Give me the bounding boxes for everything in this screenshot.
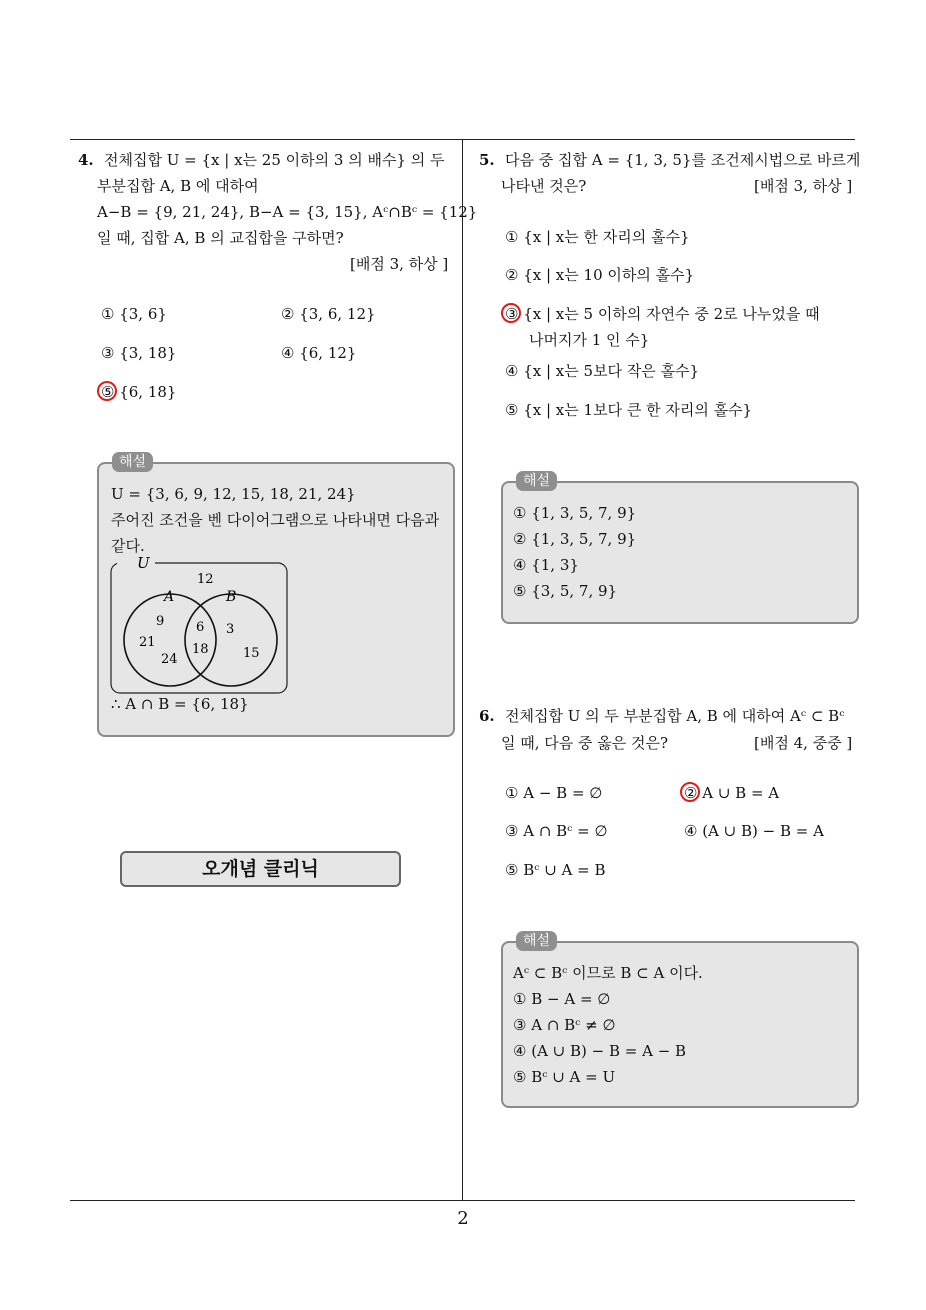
q6-solution-line-2: ① B − A = ∅ [513, 990, 611, 1008]
q6-solution-line-5: ⑤ Bᶜ ∪ A = U [513, 1068, 616, 1086]
question-4-line-3: A−B = {9, 21, 24}, B−A = {3, 15}, Aᶜ∩Bᶜ = {12} [97, 203, 478, 221]
venn-b-only-3: 3 [226, 622, 235, 637]
venn-set-a-circle [124, 594, 216, 686]
q6-option-3[interactable]: ③ A ∩ Bᶜ = ∅ [505, 822, 608, 840]
question-6-number: 6. [479, 707, 495, 725]
venn-a-only-21: 21 [139, 635, 156, 650]
question-4-line-4: 일 때, 집합 A, B 의 교집합을 구하면? [97, 229, 344, 247]
q6-option-4[interactable]: ④ (A ∪ B) − B = A [684, 822, 824, 840]
q4-solution-tag: 해설 [112, 452, 153, 472]
q5-solution-tag: 해설 [516, 471, 557, 491]
q5-solution-line-2: ② {1, 3, 5, 7, 9} [513, 530, 637, 548]
question-5-score: [배점 3, 하상 ] [754, 177, 853, 195]
question-5-number: 5. [479, 151, 495, 169]
question-4-line-2: 부분집합 A, B 에 대하여 [97, 177, 259, 195]
venn-a-only-24: 24 [161, 652, 178, 667]
misconception-clinic-button[interactable]: 오개념 클리닉 [120, 851, 401, 887]
q4-solution-line-3: 같다. [111, 537, 145, 555]
q4-answer-mark [97, 381, 117, 401]
q5-option-5[interactable]: ⑤ {x | x는 1보다 큰 한 자리의 홀수} [505, 401, 753, 419]
q5-answer-mark [501, 303, 521, 323]
q5-option-3[interactable]: ③ {x | x는 5 이하의 자연수 중 2로 나누었을 때 [505, 305, 820, 323]
q5-option-1[interactable]: ① {x | x는 한 자리의 홀수} [505, 228, 690, 246]
q5-solution-line-4: ⑤ {3, 5, 7, 9} [513, 582, 618, 600]
question-6-line-1: 전체집합 U 의 두 부분집합 A, B 에 대하여 Aᶜ ⊂ Bᶜ [505, 707, 845, 725]
question-6-score: [배점 4, 중중 ] [754, 734, 853, 752]
q6-option-2[interactable]: ② A ∪ B = A [684, 784, 780, 802]
venn-set-a-label: A [164, 589, 175, 605]
question-4-number: 4. [78, 151, 94, 169]
question-4-score: [배점 3, 하상 ] [350, 255, 449, 273]
q5-solution-line-3: ④ {1, 3} [513, 556, 579, 574]
q5-option-2[interactable]: ② {x | x는 10 이하의 홀수} [505, 266, 695, 284]
question-5-line-1: 다음 중 집합 A = {1, 3, 5}를 조건제시법으로 바르게 [505, 151, 861, 169]
question-4-line-1: 전체집합 U = {x | x는 25 이하의 3 의 배수} 의 두 [104, 151, 445, 169]
q4-solution-conclusion: ∴ A ∩ B = {6, 18} [111, 695, 249, 713]
q6-answer-mark [680, 782, 700, 802]
venn-a-only-9: 9 [156, 614, 165, 629]
q4-option-1[interactable]: ① {3, 6} [101, 305, 167, 323]
q4-solution-line-2: 주어진 조건을 벤 다이어그램으로 나타내면 다음과 [111, 511, 440, 529]
q5-option-4[interactable]: ④ {x | x는 5보다 작은 홀수} [505, 362, 700, 380]
q6-solution-line-4: ④ (A ∪ B) − B = A − B [513, 1042, 687, 1060]
q5-option-3-continued: 나머지가 1 인 수} [529, 331, 650, 349]
q4-option-3[interactable]: ③ {3, 18} [101, 344, 177, 362]
venn-set-b-circle [185, 594, 277, 686]
q6-option-5[interactable]: ⑤ Bᶜ ∪ A = B [505, 861, 606, 879]
column-divider [462, 139, 463, 1201]
question-5-line-2: 나타낸 것은? [501, 177, 587, 195]
q6-solution-line-1: Aᶜ ⊂ Bᶜ 이므로 B ⊂ A 이다. [513, 964, 703, 982]
venn-both-18: 18 [192, 642, 209, 657]
q4-solution-line-1: U = {3, 6, 9, 12, 15, 18, 21, 24} [111, 485, 356, 503]
q4-option-4[interactable]: ④ {6, 12} [281, 344, 357, 362]
venn-b-only-15: 15 [243, 646, 260, 661]
question-6-line-2: 일 때, 다음 중 옳은 것은? [501, 734, 669, 752]
venn-set-b-label: B [226, 589, 237, 605]
q6-solution-tag: 해설 [516, 931, 557, 951]
q6-option-1[interactable]: ① A − B = ∅ [505, 784, 603, 802]
page-number: 2 [457, 1208, 469, 1229]
bottom-rule [70, 1200, 855, 1201]
venn-universe-label: U [137, 554, 150, 572]
venn-outside-12: 12 [197, 572, 214, 587]
venn-diagram [108, 552, 290, 697]
venn-both-6: 6 [196, 620, 205, 635]
q6-solution-line-3: ③ A ∩ Bᶜ ≠ ∅ [513, 1016, 616, 1034]
q4-option-2[interactable]: ② {3, 6, 12} [281, 305, 376, 323]
q5-solution-line-1: ① {1, 3, 5, 7, 9} [513, 504, 637, 522]
q4-option-5[interactable]: ⑤ {6, 18} [101, 383, 177, 401]
